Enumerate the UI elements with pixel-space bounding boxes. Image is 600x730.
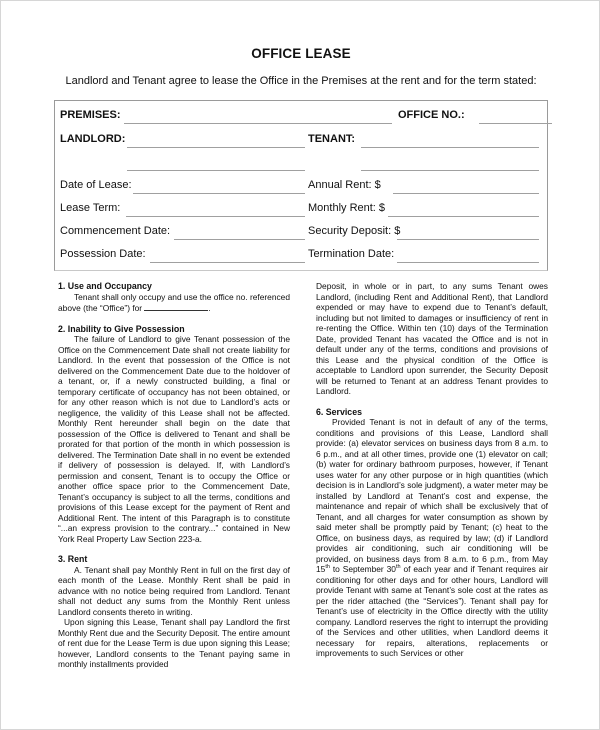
- right-column: [316, 281, 548, 659]
- section-1-text-a: Tenant shall only occupy and use the office no. referenced above (the “Office”) for: [58, 291, 290, 313]
- superscript-th: th: [395, 564, 401, 571]
- document-title: OFFICE LEASE: [251, 46, 351, 61]
- section-2-heading: 2. Inability to Give Possession: [58, 323, 185, 334]
- monthly-rent-field[interactable]: [388, 216, 539, 217]
- termination-date-label: Termination Date:: [308, 248, 395, 260]
- landlord-field[interactable]: [127, 147, 305, 148]
- possession-termination-row: [55, 248, 547, 264]
- tenant-field[interactable]: [361, 147, 539, 148]
- section-6-text-c: of each year and if Tenant requires air conditioning for other days and for other hours, Landlord will provide Tenant with same at Tenant’s sole cost at the rates as per the rider attached (the “Services”). Tenant shall pay for Tenant’s use of electricity in the Office directly with the utility company. Landlord reserves the right to interrupt the providing of the Services and other utilities, when Landlord deems it necessary for repairs, alterations, replacements or improvements to such Services or other: [316, 564, 548, 658]
- parties-row: [55, 133, 547, 149]
- section-3-para-b: Upon signing this Lease, Tenant shall pay Landlord the first Monthly Rent due and the Security Deposit. The entire amount of rent due for the Lease Term is due upon signing this Lease; however, Landlord consents to the Tenant paying same in monthly installments provided: [58, 617, 290, 669]
- lease-term-label: Lease Term:: [60, 202, 121, 214]
- term-monthly-row: [55, 202, 547, 218]
- security-deposit-label: Security Deposit: $: [308, 225, 401, 237]
- possession-date-label: Possession Date:: [60, 248, 146, 260]
- security-deposit-field[interactable]: [397, 239, 539, 240]
- superscript-th: th: [325, 564, 330, 571]
- monthly-rent-label: Monthly Rent: $: [308, 202, 386, 214]
- intro-text: Landlord and Tenant agree to lease the Office in the Premises at the rent and for the term stated:: [65, 75, 537, 87]
- commencement-date-field[interactable]: [174, 239, 305, 240]
- section-6-text-b: to September 30: [329, 564, 396, 574]
- annual-rent-label: Annual Rent: $: [308, 179, 381, 191]
- use-purpose-blank[interactable]: [144, 302, 211, 313]
- landlord-label: LANDLORD:: [60, 133, 126, 145]
- date-of-lease-field[interactable]: [133, 193, 305, 194]
- section-6-text: [316, 417, 548, 659]
- commencement-date-label: Commencement Date:: [60, 225, 171, 237]
- premises-row: [55, 109, 547, 125]
- date-of-lease-label: Date of Lease:: [60, 179, 132, 191]
- annual-rent-field[interactable]: [393, 193, 539, 194]
- lease-term-field[interactable]: [126, 216, 305, 217]
- office-no-field[interactable]: [479, 123, 552, 124]
- tenant-field-line2[interactable]: [361, 170, 539, 171]
- lease-body: [58, 281, 548, 721]
- section-1-heading: 1. Use and Occupancy: [58, 281, 152, 291]
- left-column: [58, 281, 290, 670]
- termination-date-field[interactable]: [397, 262, 539, 263]
- section-6-text-a: Provided Tenant is not in default of any of the terms, conditions and provisions of this Lease, Landlord shall provide: (a) elevator services on business days from 8 a.m. to 6 p.m., and at all other times, provide one (1) elevator on call; (b) water for ordinary bathroom purposes, however, if Tenant uses water for any other purpose or in high quantities (which decision is in Landlord’s sole judgment), a water meter may be installed by Landlord at Tenant’s cost and expense, the maintenance and repair of which shall be exclusively that of Tenant, and all charges for water consumption as shown by said meter shall be promptly paid by Tenant; (c) heat to the Office, on business days, as required by law; (d) if Landlord provides air conditioning, such air conditioning will be provided, on business days from 8 a.m. to 6 p.m., from May 15: [316, 417, 548, 574]
- tenant-label: TENANT:: [308, 133, 356, 145]
- section-3-heading: 3. Rent: [58, 554, 88, 564]
- date-annual-row: [55, 179, 547, 195]
- possession-date-field[interactable]: [150, 262, 305, 263]
- lease-summary-form: [54, 100, 548, 271]
- section-5-continued-text: Deposit, in whole or in part, to any sums Tenant owes Landlord, (including Rent and Additional Rent), that Landlord expended or may have to expend due to Tenant’s default, including but not limited to damages or insufficiency of rent in re-renting the Office. Within ten (10) days of the Termination Date, provided Tenant has vacated the Office and is not in default under any of the terms, conditions and provisions of this Lease and the physical condition of the Office is acceptable to Landlord upon surrender, the Security Deposit will be returned to Tenant at an address Tenant provides to Landlord.: [316, 281, 548, 396]
- landlord-field-line2[interactable]: [127, 170, 305, 171]
- premises-field[interactable]: [124, 123, 392, 124]
- section-6-heading: 6. Services: [316, 406, 362, 417]
- section-2-text: The failure of Landlord to give Tenant possession of the Office on the Commencement Date shall not create liability for Landlord. In the event that possession of the Office is not delivered on the Commencement Date due to the holdover of a tenant, or, if a newly constructed building, a final or temporary certificate of occupancy has not been obtained, or for any other reason which is not due to Landlord’s acts or negligence, the validity of this Lease shall not be affected. Monthly Rent hereunder shall begin on the date that possession of the Office is delivered to Tenant and shall be prorated for that portion of the month in which possession is delivered. The Termination Date shall in no event be extended if delivery of possession is delayed. If, with Landlord’s permission and consent, Tenant is to occupy the Office or another office space prior to the Commencement Date, Tenant’s occupancy is subject to all the terms, conditions and provisions of this Lease except for the payment of Rent and Additional Rent. The intent of this Paragraph is to constitute “...an express provision to the contrary...” contained in New York Real Property Law Section 223-a.: [58, 334, 290, 544]
- premises-label: PREMISES:: [60, 109, 121, 121]
- section-3-para-a: A. Tenant shall pay Monthly Rent in full on the first day of each month of the Lease. Monthly Rent shall be paid in advance with no notice being required from Landlord. Tenant shall not deduct any sums from the Monthly Rent unless Landlord consents thereto in writing.: [58, 564, 290, 617]
- section-1-text-b: .: [208, 303, 211, 313]
- office-no-label: OFFICE NO.:: [398, 109, 465, 121]
- parties-row-2: [55, 156, 547, 172]
- commencement-deposit-row: [55, 225, 547, 241]
- section-1-text: [58, 292, 290, 314]
